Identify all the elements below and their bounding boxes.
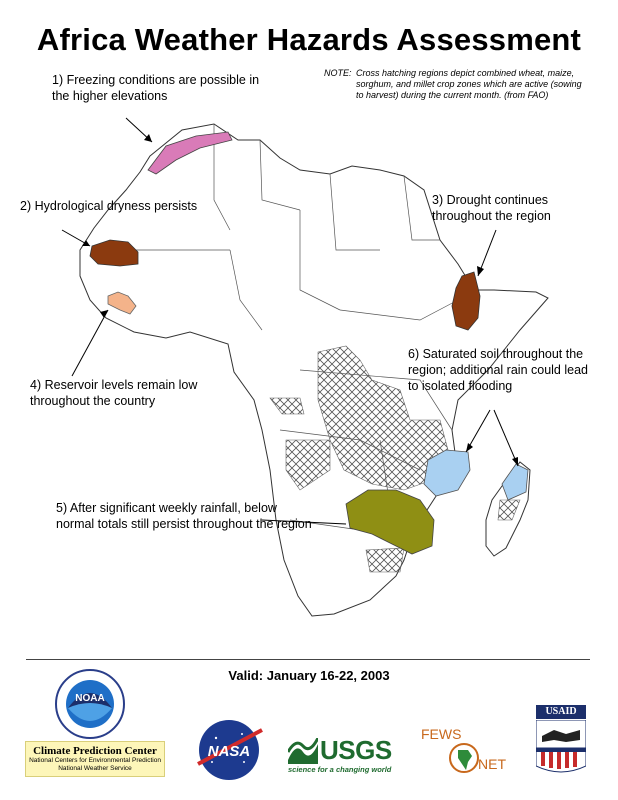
fews-wordmark: FEWS	[421, 726, 462, 742]
nasa-logo	[192, 716, 266, 784]
usgs-mark	[288, 738, 318, 764]
noaa-logo	[50, 668, 130, 740]
divider	[26, 659, 590, 660]
cpc-line3: National Weather Service	[58, 765, 132, 772]
hazard-1-label: 1) Freezing conditions are possible in the higher elevations	[52, 73, 260, 103]
valid-dates: Valid: January 16-22, 2003	[228, 668, 390, 683]
hazard-5-label: 5) After significant weekly rainfall, below normal totals still persist throughout the region	[56, 501, 312, 531]
hazard-3-label: 3) Drought continues throughout the region	[432, 193, 551, 223]
usgs-wordmark: USGS	[320, 735, 392, 765]
note-text: Cross hatching regions depict combined wheat, maize, sorghum, and millet crop zones which are active (sowing to harvest) during the current month. (from FAO)	[356, 68, 582, 100]
net-wordmark: NET	[478, 756, 506, 772]
hazard-2-label: 2) Hydrological dryness persists	[20, 199, 198, 213]
cpc-line2: National Centers for Environmental Prediction	[29, 757, 161, 764]
noaa-wordmark: NOAA	[75, 693, 105, 704]
fews-net-globe	[448, 742, 480, 774]
usaid-handshake-shield	[536, 720, 586, 778]
note-label: NOTE:	[324, 68, 352, 78]
page-title: Africa Weather Hazards Assessment	[36, 22, 582, 57]
usgs-tagline: science for a changing world	[288, 765, 392, 774]
hazard-6-label: 6) Saturated soil throughout the region; additional rain could lead to isolated flooding	[408, 347, 588, 393]
hazard-4-label: 4) Reservoir levels remain low throughout the country	[30, 378, 198, 408]
cpc-name: Climate Prediction Center	[33, 745, 157, 757]
cpc-logo	[25, 741, 165, 777]
usaid-wordmark: USAID	[536, 705, 586, 719]
nasa-wordmark: NASA	[207, 743, 251, 760]
